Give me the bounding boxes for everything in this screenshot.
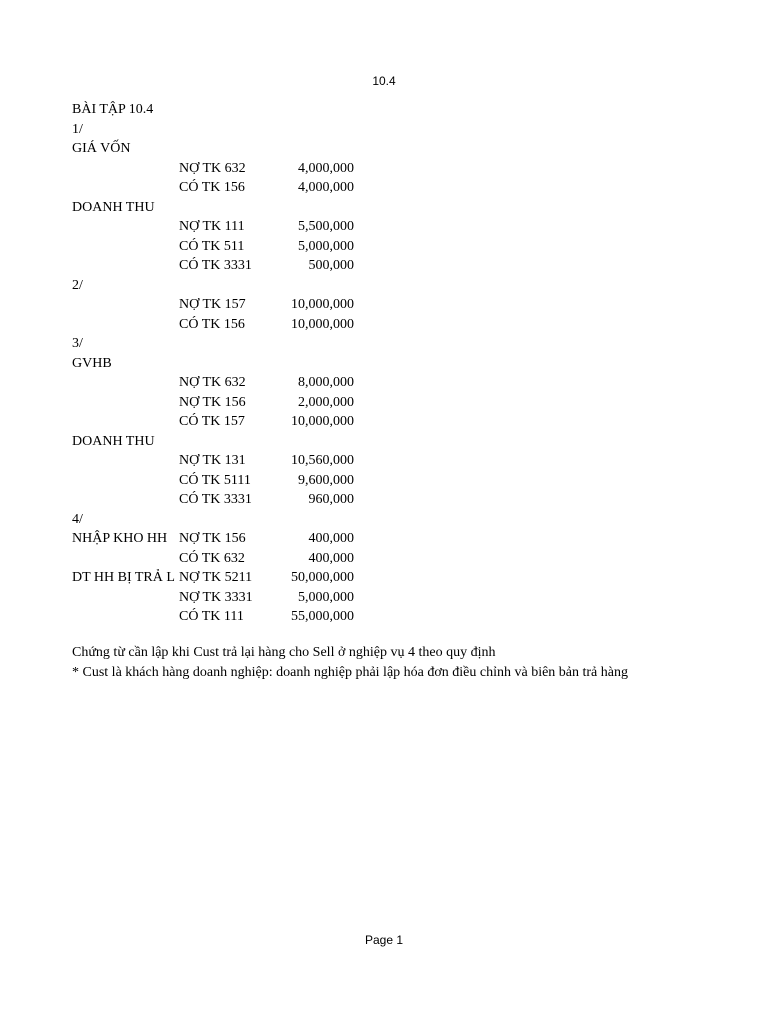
amount-cell: 500,000 [308, 258, 354, 273]
account-cell: NỢ TK 111 [179, 219, 245, 234]
amount-cell: 4,000,000 [298, 160, 354, 176]
amount-cell: 10,000,000 [291, 414, 354, 429]
account-cell: NỢ TK 632 [179, 160, 246, 176]
amount-cell: 960,000 [308, 492, 354, 507]
account-cell: CÓ TK 157 [179, 414, 245, 429]
account-cell: CÓ TK 111 [179, 609, 244, 624]
amount-cell: 5,000,000 [298, 238, 354, 254]
row-label: 4/ [72, 511, 83, 527]
row-label: 1/ [72, 121, 83, 137]
account-cell: CÓ TK 156 [179, 180, 245, 195]
account-cell: CÓ TK 632 [179, 550, 245, 566]
page-footer: Page 1 [364, 933, 404, 947]
account-cell: CÓ TK 511 [179, 238, 245, 254]
account-cell: NỢ TK 156 [179, 531, 246, 546]
row-label: GVHB [72, 355, 112, 371]
amount-cell: 4,000,000 [298, 180, 354, 195]
amount-cell: 55,000,000 [291, 609, 354, 624]
row-label: NHẬP KHO HH [72, 531, 168, 546]
row-label: BÀI TẬP 10.4 [72, 102, 154, 117]
account-cell: CÓ TK 3331 [179, 258, 252, 273]
amount-cell: 10,000,000 [291, 316, 354, 332]
account-cell: NỢ TK 5211 [179, 570, 253, 585]
note-line: * Cust là khách hàng doanh nghiệp: doanh nghiệp phải lập hóa đơn điều chỉnh và biên bản trả hàng [72, 664, 628, 680]
account-cell: CÓ TK 5111 [179, 472, 251, 488]
account-cell: NỢ TK 157 [179, 297, 246, 312]
amount-cell: 2,000,000 [298, 394, 354, 410]
account-cell: NỢ TK 156 [179, 394, 246, 410]
row-label: DOANH THU [72, 199, 155, 215]
account-cell: CÓ TK 156 [179, 316, 245, 332]
account-cell: NỢ TK 131 [179, 453, 246, 468]
amount-cell: 10,000,000 [291, 297, 354, 312]
page-header: 10.4 [372, 74, 396, 88]
note-line: Chứng từ cần lập khi Cust trả lại hàng cho Sell ở nghiệp vụ 4 theo quy định [72, 645, 496, 660]
account-cell: NỢ TK 3331 [179, 589, 253, 605]
row-label: GIÁ VỐN [72, 141, 131, 156]
row-label: 2/ [72, 277, 83, 293]
row-label: 3/ [72, 336, 83, 351]
amount-cell: 400,000 [308, 531, 354, 546]
amount-cell: 5,000,000 [298, 589, 354, 605]
row-label: DOANH THU [72, 433, 155, 449]
notes-section [72, 643, 628, 682]
amount-cell: 10,560,000 [291, 453, 354, 468]
amount-cell: 5,500,000 [298, 219, 354, 234]
row-label: DT HH BỊ TRẢ L [72, 570, 175, 585]
amount-cell: 8,000,000 [298, 375, 354, 390]
amount-cell: 400,000 [308, 550, 354, 566]
amount-cell: 50,000,000 [291, 570, 354, 585]
amount-cell: 9,600,000 [298, 472, 354, 488]
account-cell: NỢ TK 632 [179, 375, 246, 390]
account-cell: CÓ TK 3331 [179, 492, 252, 507]
